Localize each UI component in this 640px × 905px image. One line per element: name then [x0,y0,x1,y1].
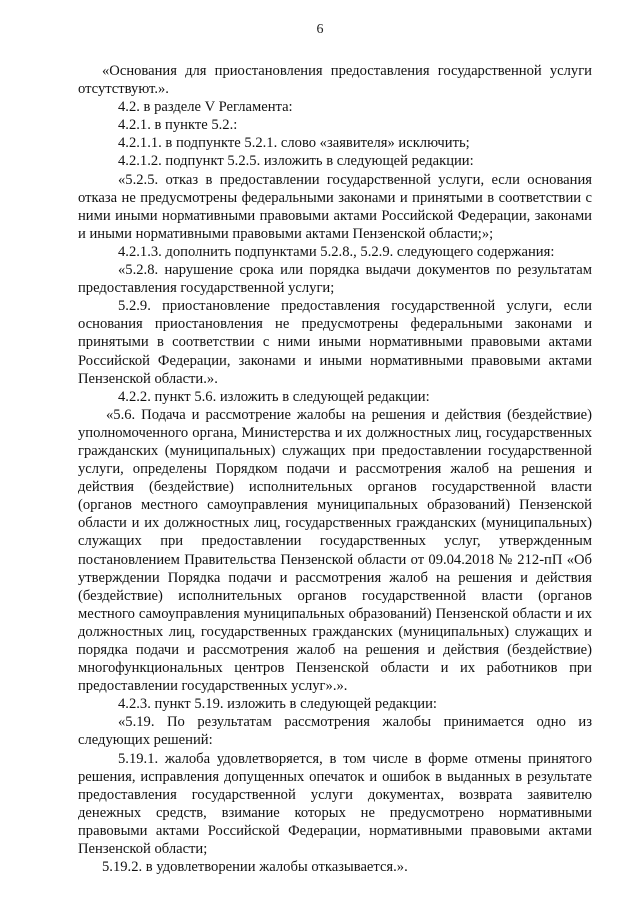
paragraph: 5.19.1. жалоба удовлетворяется, в том числе в форме отмены принятого решения, исправления допущенных опечаток и ошибок в выданных в результате предоставления государственной услуги документах, возврата заявителю денежных средств, взимание которых не предусмотрено нормативными правовыми актами Российской Федерации, нормативными правовыми актами Пензенской области; [78,750,592,858]
paragraph: «5.6. Подача и рассмотрение жалобы на решения и действия (бездействие) уполномоченного органа, Министерства и их должностных лиц, государственных гражданских (муниципальных) служащих при предоставлении государственной услуги, определены Порядком подачи и рассмотрения жалоб на решения и действия (бездействие) исполнительных органов государственной власти (органов местного самоуправления муниципальных образований) Пензенской области и их должностных лиц, государственных гражданских (муниципальных) служащих при предоставлении государственных услуг, утвержденным постановлением Правительства Пензенской области от 09.04.2018 № 212-пП «Об утверждении Порядка подачи и рассмотрения жалоб на решения и действия (бездействие) исполнительных органов государственной власти (органов местного самоуправления муниципальных образований) Пензенской области и их должностных лиц, государственных гражданских (муниципальных) служащих и порядка подачи и рассмотрения жалоб на решения и действия (бездействие) многофункциональных центров Пензенской области и их работников при предоставлении государственных услуг».». [78,406,592,695]
paragraph: 4.2.1.1. в подпункте 5.2.1. слово «заявителя» исключить; [118,135,470,152]
paragraph: 4.2.2. пункт 5.6. изложить в следующей редакции: [118,388,430,405]
document-body [78,62,592,876]
paragraph: «5.2.8. нарушение срока или порядка выдачи документов по результатам предоставления государственной услуги; [78,262,592,297]
page-number: 6 [316,22,324,37]
paragraph: 4.2.1.2. подпункт 5.2.5. изложить в следующей редакции: [118,153,474,170]
paragraph: «5.2.5. отказ в предоставлении государственной услуги, если основания отказа не предусмотрены федеральными законами и принятыми в соответствии с ними иными нормативными правовыми актами Российской Федерации, законами и иными нормативными правовыми актами Пензенской области;»; [78,171,592,242]
paragraph: 5.2.9. приостановление предоставления государственной услуги, если основания приостановления не предусмотрены федеральными законами и принятыми в соответствии с ними иными нормативными правовыми актами Российской Федерации, законами и иными нормативными правовыми актами Пензенской области.». [78,298,592,387]
paragraph: 4.2. в разделе V Регламента: [118,99,293,116]
paragraph: «5.19. По результатам рассмотрения жалобы принимается одно из следующих решений: [78,714,592,749]
paragraph: 5.19.2. в удовлетворении жалобы отказывается.». [102,859,408,876]
paragraph: 4.2.3. пункт 5.19. изложить в следующей редакции: [118,696,437,713]
paragraph: 4.2.1. в пункте 5.2.: [118,117,238,134]
paragraph: 4.2.1.3. дополнить подпунктами 5.2.8., 5.2.9. следующего содержания: [118,243,555,260]
paragraph: «Основания для приостановления предоставления государственной услуги отсутствуют.». [78,63,592,98]
